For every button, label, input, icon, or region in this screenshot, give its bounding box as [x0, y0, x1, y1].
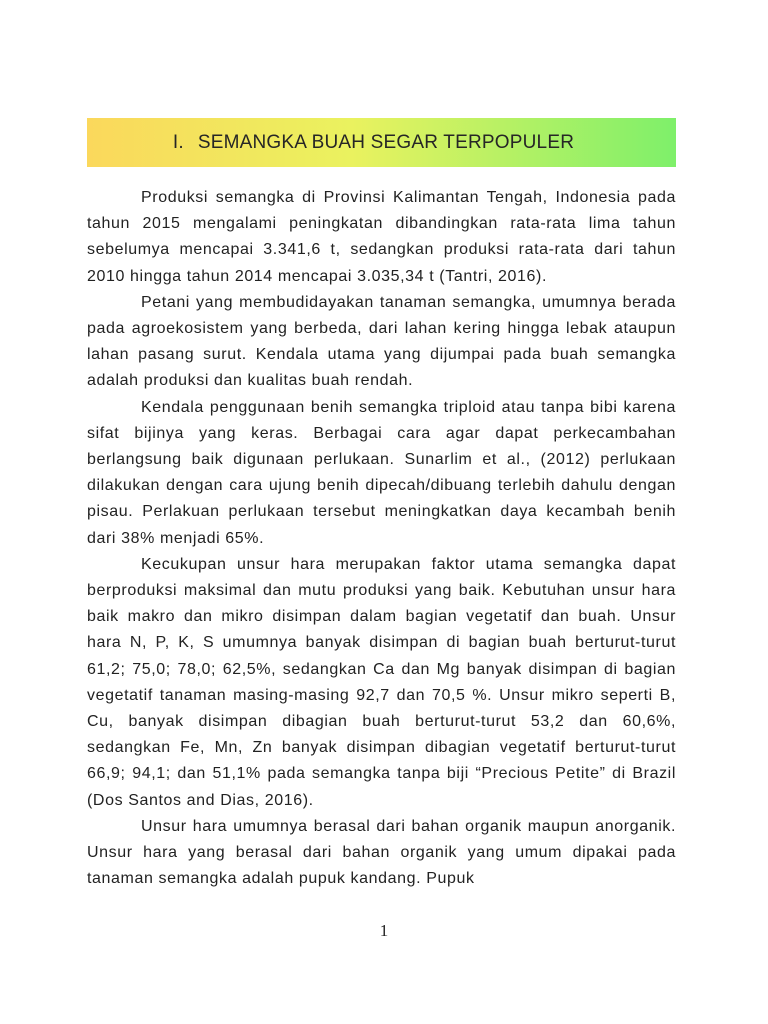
section-heading [173, 132, 574, 154]
section-heading-band [87, 118, 676, 167]
body-text [87, 185, 676, 892]
paragraph-3: Kendala penggunaan benih semangka triploid atau tanpa bibi karena sifat bijinya yang keras. Berbagai cara agar dapat perkecambahan berlangsung baik digunaan perlukaan. Sunarlim et al., (2012) perlukaan dilakukan dengan cara ujung benih dipecah/dibuang terlebih dahulu dengan pisau. Perlakuan perlukaan tersebut meningkatkan daya kecambah benih dari 38% menjadi 65%. [87, 398, 676, 547]
section-number: I. [172, 131, 184, 153]
paragraph-4: Kecukupan unsur hara merupakan faktor utama semangka dapat berproduksi maksimal dan mutu produksi yang baik. Kebutuhan unsur hara baik makro dan mikro disimpan dalam bagian vegetatif dan buah. Unsur hara N, P, K, S umumnya banyak disimpan di bagian buah berturut-turut 61,2; 75,0; 78,0; 62,5%, sedangkan Ca dan Mg banyak disimpan di bagian vegetatif tanaman masing-masing 92,7 dan 70,5 %. Unsur mikro seperti B, Cu, banyak disimpan dibagian buah berturut-turut 53,2 dan 60,6%, sedangkan Fe, Mn, Zn banyak disimpan dibagian vegetatif berturut-turut 66,9; 94,1; dan 51,1% pada semangka tanpa biji “Precious Petite” di Brazil (Dos Santos and Dias, 2016). [87, 555, 676, 809]
paragraph-5: Unsur hara umumnya berasal dari bahan organik maupun anorganik. Unsur hara yang berasal dari bahan organik yang umum dipakai pada tanaman semangka adalah pupuk kandang. Pupuk [87, 817, 676, 888]
page-number: 1 [379, 921, 389, 940]
paragraph-1: Produksi semangka di Provinsi Kalimantan Tengah, Indonesia pada tahun 2015 mengalami peningkatan dibandingkan rata-rata lima tahun sebelumya mencapai 3.341,6 t, sedangkan produksi rata-rata dari tahun 2010 hingga tahun 2014 mencapai 3.035,34 t (Tantri, 2016). [87, 189, 676, 285]
paragraph-2: Petani yang membudidayakan tanaman semangka, umumnya berada pada agroekosistem yang berbeda, dari lahan kering hingga lebak ataupun lahan pasang surut. Kendala utama yang dijumpai pada buah semangka adalah produksi dan kualitas buah rendah. [87, 293, 676, 390]
section-title: SEMANGKA BUAH SEGAR TERPOPULER [197, 131, 575, 153]
